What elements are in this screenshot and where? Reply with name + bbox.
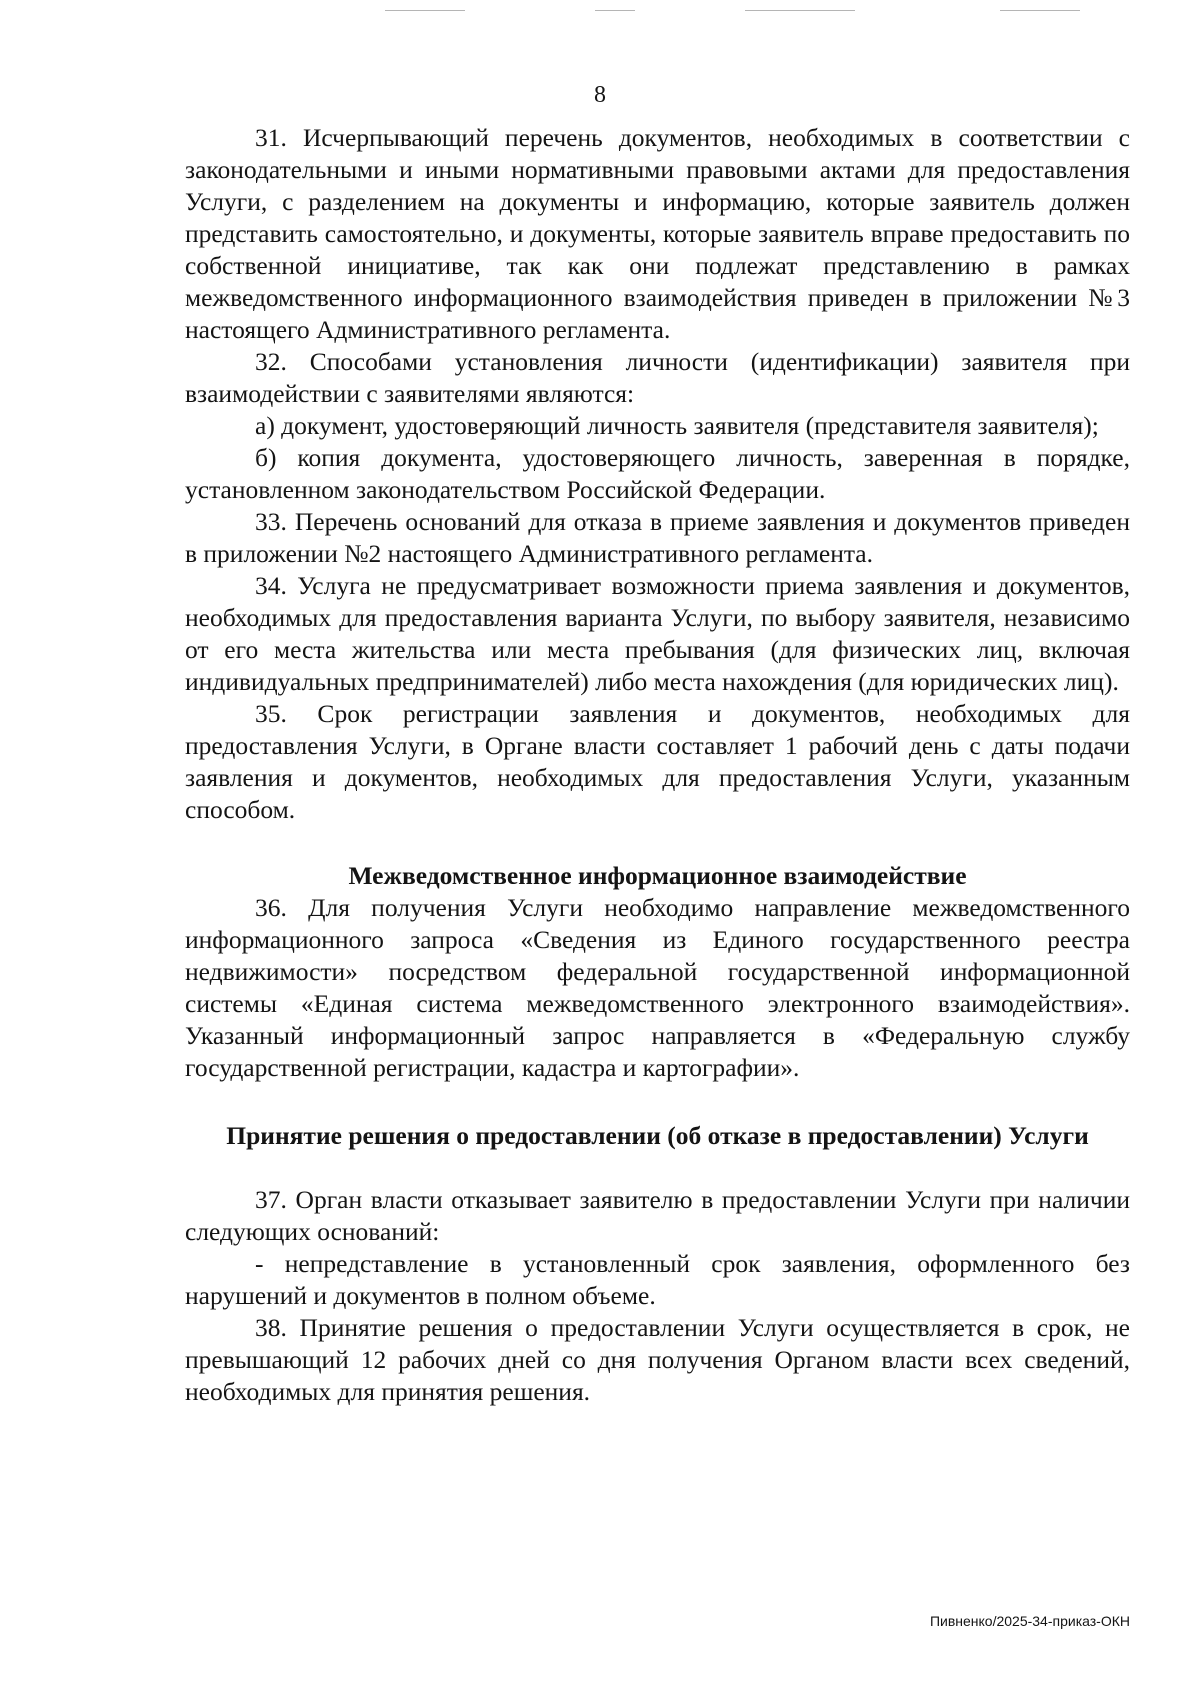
paragraph-32-item-a: а) документ, удостоверяющий личность заявителя (представителя заявителя); [255,411,1099,440]
scan-mark [745,10,855,11]
scan-mark [385,10,465,11]
paragraph-37-item: - непредставление в установленный срок заявления, оформленного без нарушений и документов в полном объеме. [185,1249,1130,1310]
paragraph-32: 32. Способами установления личности (идентификации) заявителя при взаимодействии с заявителями являются: [185,347,1130,408]
paragraph-33: 33. Перечень оснований для отказа в приеме заявления и документов приведен в приложении №2 настоящего Административного регламента. [185,507,1130,568]
page-number: 8 [594,82,606,108]
paragraph-37: 37. Орган власти отказывает заявителю в предоставлении Услуги при наличии следующих оснований: [185,1185,1130,1246]
paragraph-31: 31. Исчерпывающий перечень документов, необходимых в соответствии с законодательными и иными нормативными правовыми актами для предоставления Услуги, с разделением на документы и информацию, которые заявитель должен представить самостоятельно, и документы, которые заявитель вправе предоставить по собственной инициативе, так как они подлежат представлению в рамках межведомственного информационного взаимодействия приведен в приложении №3 настоящего Административного регламента. [185,123,1130,344]
document-stamp: Пивненко/2025-34-приказ-ОКН [929,1613,1130,1629]
paragraph-35: 35. Срок регистрации заявления и документов, необходимых для предоставления Услуги, в Органе власти составляет 1 рабочий день с даты подачи заявления и документов, необходимых для предоставления Услуги, указанным способом. [185,699,1130,824]
section-heading-interagency: Межведомственное информационное взаимодействие [348,861,967,890]
paragraph-34: 34. Услуга не предусматривает возможности приема заявления и документов, необходимых для предоставления варианта Услуги, по выбору заявителя, независимо от его места жительства или места пребывания (для физических лиц, включая индивидуальных предпринимателей) либо места нахождения (для юридических лиц). [185,571,1130,696]
paragraph-32-item-b: б) копия документа, удостоверяющего личность, заверенная в порядке, установленном законодательством Российской Федерации. [185,443,1130,504]
scan-mark [595,10,635,11]
section-heading-decision: Принятие решения о предоставлении (об отказе в предоставлении) Услуги [226,1121,1089,1150]
document-body [185,122,1130,1408]
paragraph-38: 38. Принятие решения о предоставлении Услуги осуществляется в срок, не превышающий 12 рабочих дней со дня получения Органом власти всех сведений, необходимых для принятия решения. [185,1313,1130,1406]
paragraph-36: 36. Для получения Услуги необходимо направление межведомственного информационного запроса «Сведения из Единого государственного реестра недвижимости» посредством федеральной государственной информационной системы «Единая система межведомственного электронного взаимодействия». Указанный информационный запрос направляется в «Федеральную службу государственной регистрации, кадастра и картографии». [185,893,1130,1082]
scan-mark [1000,10,1080,11]
